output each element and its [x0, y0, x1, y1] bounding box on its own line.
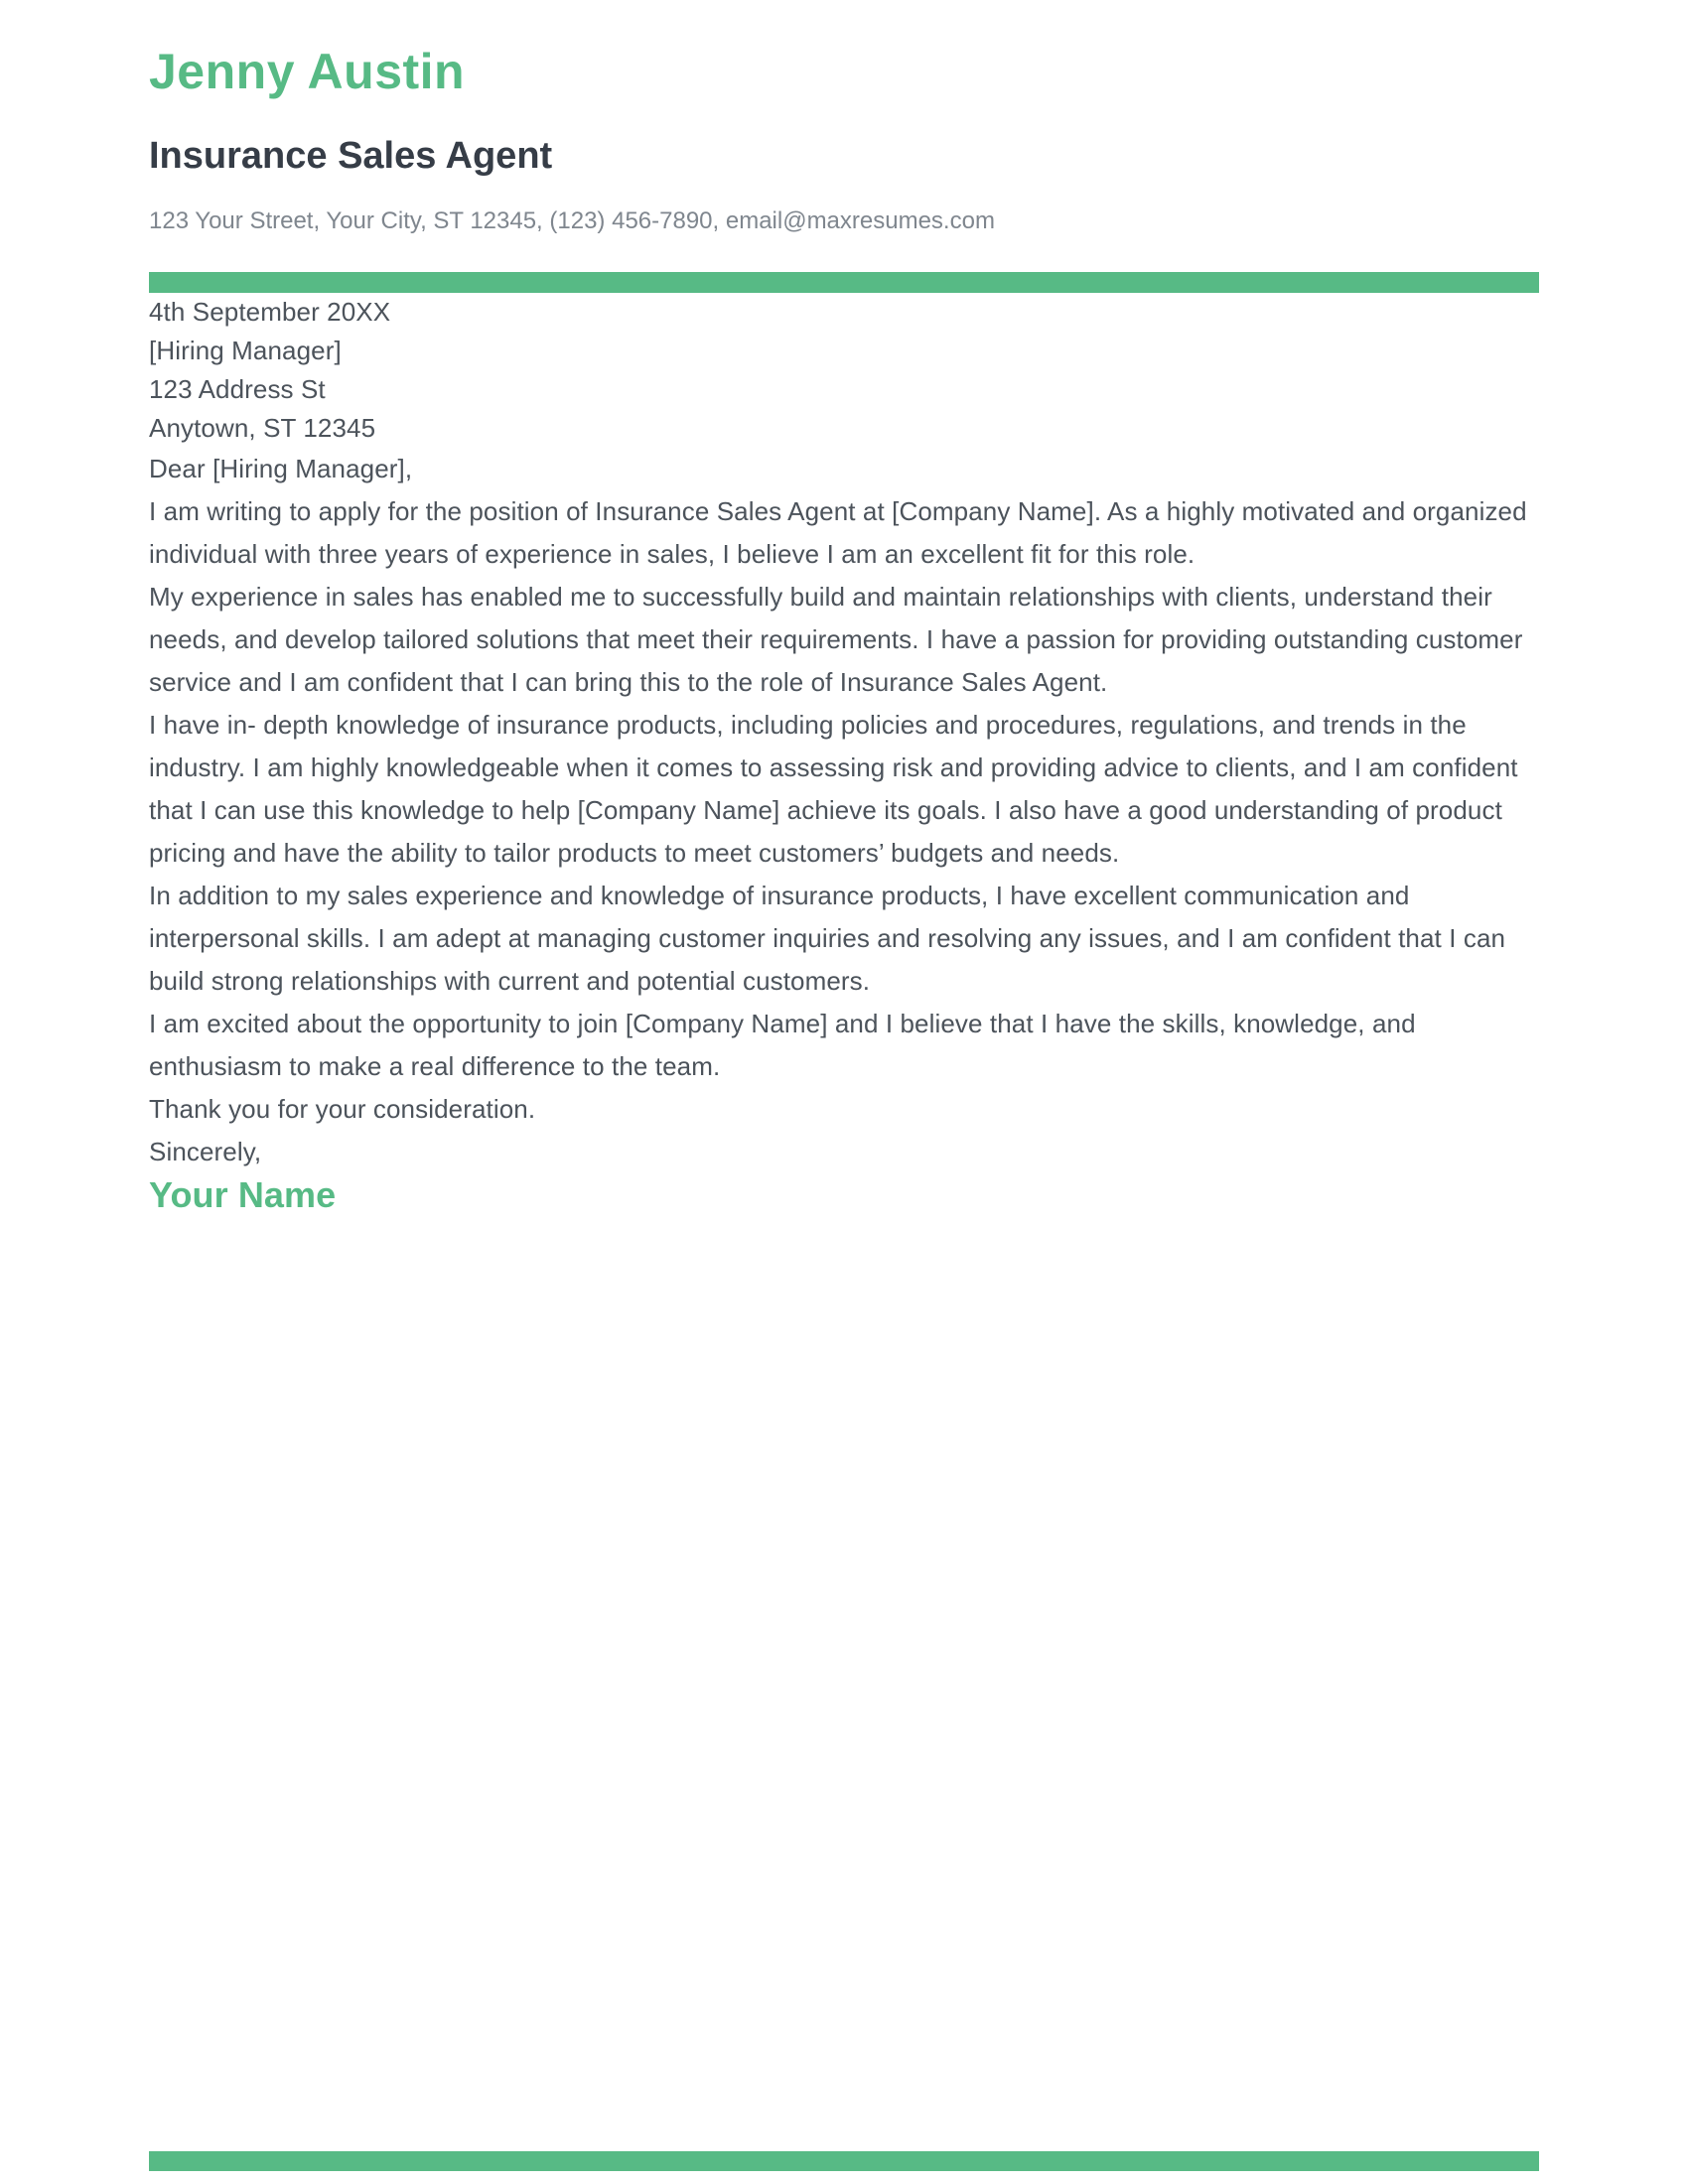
paragraph-excitement: I am excited about the opportunity to join [Company Name] and I believe that I have the skills, knowledge, and enthusiasm to make a real difference to the team.	[149, 1009, 1416, 1081]
paragraph-skills: In addition to my sales experience and knowledge of insurance products, I have excellent communication and interpersonal skills. I am adept at managing customer inquiries and resolving any issues, and I am confident that I can build strong relationships with current and potential customers.	[149, 881, 1506, 996]
date-line: 4th September 20XX	[149, 297, 391, 327]
page-content	[0, 42, 1688, 1217]
contact-line: 123 Your Street, Your City, ST 12345, (123) 456-7890, email@maxresumes.com	[149, 207, 995, 234]
salutation: Dear [Hiring Manager],	[149, 454, 413, 483]
person-name: Jenny Austin	[149, 44, 466, 99]
paragraph-experience: My experience in sales has enabled me to successfully build and maintain relationships with clients, understand their needs, and develop tailored solutions that meet their requirements. I have a passion for providing outstanding customer service and I am confident that I can bring this to the role of Insurance Sales Agent.	[149, 582, 1523, 697]
recipient-city: Anytown, ST 12345	[149, 413, 376, 443]
letter-body	[149, 293, 1539, 1217]
letterhead	[149, 42, 1539, 293]
accent-divider-bottom	[149, 2151, 1539, 2171]
job-title: Insurance Sales Agent	[149, 135, 553, 177]
paragraph-knowledge: I have in- depth knowledge of insurance products, including policies and procedures, regulations, and trends in the industry. I am highly knowledgeable when it comes to assessing risk and providing advice to clients, and I am confident that I can use this knowledge to help [Company Name] achieve its goals. I also have a good understanding of product pricing and have the ability to tailor products to meet customers’ budgets and needs.	[149, 710, 1518, 868]
thanks-line: Thank you for your consideration.	[149, 1094, 536, 1124]
recipient-block	[149, 332, 1539, 448]
closing-line: Sincerely,	[149, 1137, 262, 1166]
accent-divider-top	[149, 272, 1539, 293]
recipient-street: 123 Address St	[149, 374, 326, 404]
signature-name: Your Name	[149, 1174, 337, 1215]
paragraph-intro: I am writing to apply for the position of Insurance Sales Agent at [Company Name]. As a highly motivated and organized individual with three years of experience in sales, I believe I am an excellent fit for this role.	[149, 496, 1527, 569]
recipient-name: [Hiring Manager]	[149, 336, 342, 365]
